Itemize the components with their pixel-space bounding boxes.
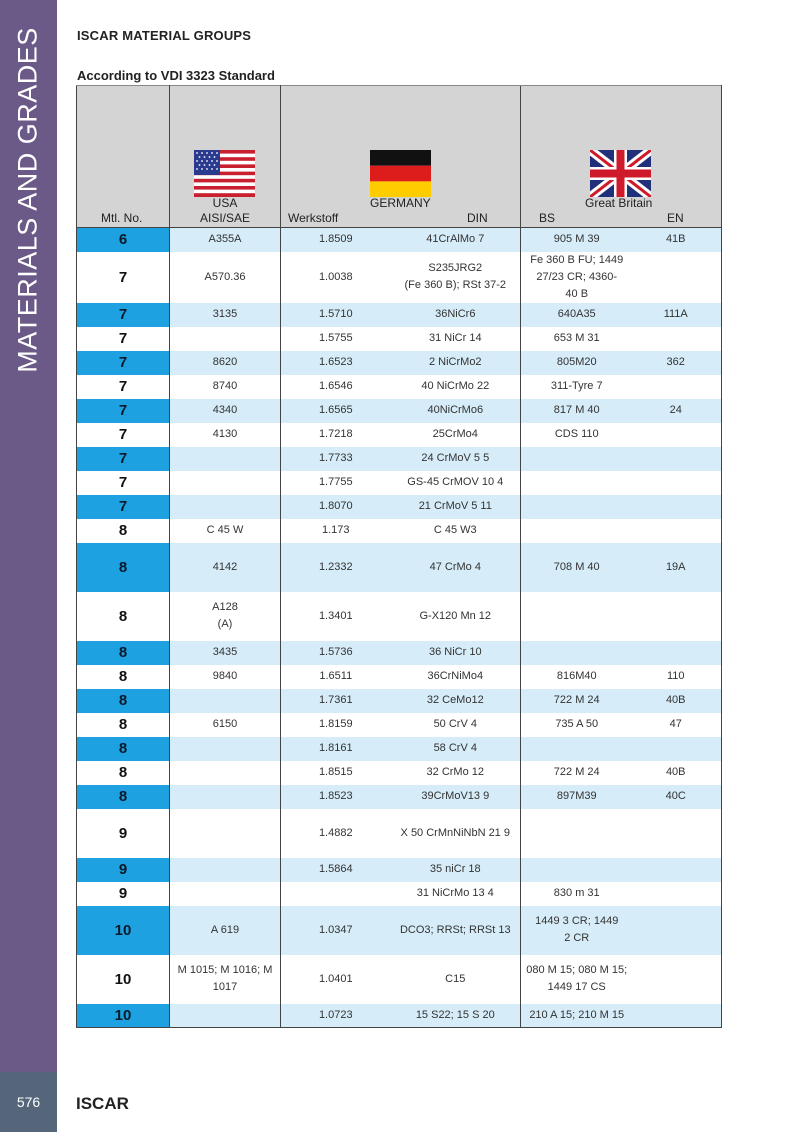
bs-value: 905 M 39 <box>553 233 600 246</box>
werkstoff-value: 1.7218 <box>318 428 353 440</box>
gb-cell <box>521 519 722 543</box>
din-value: 40NiCrMo6 <box>427 404 484 416</box>
mtl-no-cell: 7 <box>77 303 170 327</box>
gb-cell <box>521 447 722 471</box>
mtl-no-cell: 10 <box>77 1004 170 1028</box>
din-value: GS-45 CrMOV 10 4 <box>407 476 504 488</box>
section-label: MATERIALS AND GRADES <box>12 27 43 373</box>
usa-aisi-cell: 9840 <box>170 665 281 689</box>
usa-aisi-cell <box>170 785 281 809</box>
din-value: 36 NiCr 10 <box>428 646 482 658</box>
mtl-no-cell: 7 <box>77 399 170 423</box>
bs-value: Fe 360 B FU; 1449 27/23 CR; 4360- 40 B <box>530 253 624 300</box>
table-row <box>77 785 722 809</box>
gb-cell <box>521 761 722 785</box>
werkstoff-value: 1.8509 <box>318 233 353 246</box>
germany-cell <box>281 689 521 713</box>
din-value: DCO3; RRSt; RRSt 13 <box>399 923 511 936</box>
gb-cell <box>521 737 722 761</box>
mtl-no-cell: 8 <box>77 713 170 737</box>
germany-cell <box>281 713 521 737</box>
germany-cell <box>281 785 521 809</box>
usa-aisi-cell: 3435 <box>170 641 281 665</box>
usa-aisi-cell: 8740 <box>170 375 281 399</box>
usa-aisi-cell <box>170 1004 281 1028</box>
gb-cell <box>521 906 722 955</box>
en-value: 110 <box>666 670 685 682</box>
gb-cell <box>521 351 722 375</box>
werkstoff-value: 1.8070 <box>318 500 353 512</box>
header-usa-std: AISI/SAE <box>199 211 251 225</box>
gb-cell <box>521 592 722 641</box>
table-row <box>77 592 722 641</box>
din-value: 41CrAlMo 7 <box>426 233 485 246</box>
gb-cell <box>521 423 722 447</box>
germany-cell <box>281 228 521 252</box>
bs-value: 210 A 15; 210 M 15 <box>529 1008 625 1021</box>
mtl-no-cell: 8 <box>77 543 170 592</box>
header-germany <box>281 86 521 228</box>
bs-value: 080 M 15; 080 M 15; 1449 17 CS <box>526 964 628 993</box>
werkstoff-value: 1.3401 <box>318 609 353 622</box>
usa-aisi-cell <box>170 882 281 906</box>
uk-flag-icon <box>590 150 651 200</box>
mtl-no-cell: 8 <box>77 592 170 641</box>
footer-brand: ISCAR <box>76 1094 129 1113</box>
table-row <box>77 955 722 1004</box>
werkstoff-value: 1.5736 <box>318 646 353 658</box>
din-value: 25CrMo4 <box>432 428 478 440</box>
page-title: ISCAR MATERIAL GROUPS <box>77 28 252 43</box>
mtl-no-cell: 8 <box>77 665 170 689</box>
din-value: C 45 W3 <box>433 524 477 536</box>
werkstoff-value: 1.8515 <box>318 766 353 778</box>
table-row <box>77 327 722 351</box>
bs-value: 817 M 40 <box>553 404 600 416</box>
germany-cell <box>281 399 521 423</box>
en-value: 111A <box>663 308 688 320</box>
bs-value: 830 m 31 <box>553 887 600 899</box>
germany-flag-icon <box>370 150 431 200</box>
usa-aisi-cell: C 45 W <box>170 519 281 543</box>
mtl-no-cell: 7 <box>77 375 170 399</box>
usa-aisi-cell: 4130 <box>170 423 281 447</box>
header-gb <box>521 86 722 228</box>
mtl-no-cell: 7 <box>77 327 170 351</box>
table-row <box>77 737 722 761</box>
table-row <box>77 471 722 495</box>
din-value: 31 NiCrMo 13 4 <box>416 887 494 899</box>
gb-cell <box>521 1004 722 1028</box>
usa-aisi-cell <box>170 737 281 761</box>
werkstoff-value: 1.8161 <box>318 742 353 754</box>
usa-aisi-cell <box>170 858 281 882</box>
din-value: S235JRG2 (Fe 360 B); RSt 37-2 <box>404 262 507 291</box>
mtl-no-cell: 9 <box>77 882 170 906</box>
werkstoff-value: 1.6511 <box>319 670 353 682</box>
en-value: 47 <box>669 718 682 730</box>
usa-aisi-cell: A355A <box>170 228 281 252</box>
din-value: 15 S22; 15 S 20 <box>415 1008 495 1021</box>
mtl-no-cell: 7 <box>77 423 170 447</box>
werkstoff-value: 1.5864 <box>318 863 353 875</box>
werkstoff-value: 1.7361 <box>318 694 353 706</box>
germany-cell <box>281 955 521 1004</box>
mtl-no-cell: 8 <box>77 519 170 543</box>
germany-cell <box>281 327 521 351</box>
din-value: C15 <box>445 972 466 985</box>
germany-cell <box>281 737 521 761</box>
din-value: 36CrNiMo4 <box>427 670 484 682</box>
table-row <box>77 882 722 906</box>
table-row <box>77 641 722 665</box>
germany-cell <box>281 1004 521 1028</box>
mtl-no-cell: 8 <box>77 641 170 665</box>
germany-cell <box>281 471 521 495</box>
bs-value: CDS 110 <box>554 428 599 440</box>
table-body <box>77 228 722 1028</box>
bs-value: 311-Tyre 7 <box>550 380 603 392</box>
bs-value: 735 A 50 <box>555 718 599 730</box>
mtl-no-cell: 10 <box>77 955 170 1004</box>
din-value: 47 CrMo 4 <box>429 560 481 573</box>
mtl-no-cell: 8 <box>77 689 170 713</box>
table-row <box>77 1004 722 1028</box>
germany-cell <box>281 495 521 519</box>
mtl-no-cell: 8 <box>77 785 170 809</box>
header-usa <box>170 86 281 228</box>
material-groups-table <box>76 85 721 1028</box>
germany-cell <box>281 543 521 592</box>
page-number: 576 <box>0 1072 57 1132</box>
en-value: 19A <box>665 560 686 573</box>
table-row <box>77 351 722 375</box>
usa-aisi-cell: M 1015; M 1016; M 1017 <box>170 955 281 1004</box>
bs-value: 722 M 24 <box>553 766 600 778</box>
table-row <box>77 906 722 955</box>
din-value: 50 CrV 4 <box>433 718 477 730</box>
mtl-no-cell: 9 <box>77 809 170 858</box>
en-value: 40C <box>665 790 686 802</box>
table-row <box>77 689 722 713</box>
usa-aisi-cell: 3135 <box>170 303 281 327</box>
germany-cell <box>281 882 521 906</box>
table-row <box>77 543 722 592</box>
table-row <box>77 713 722 737</box>
germany-cell <box>281 423 521 447</box>
en-value: 41B <box>665 233 686 246</box>
usa-aisi-cell <box>170 327 281 351</box>
usa-aisi-cell: 4340 <box>170 399 281 423</box>
werkstoff-value: 1.6565 <box>318 404 353 416</box>
table-row <box>77 228 722 252</box>
usa-aisi-cell <box>170 471 281 495</box>
werkstoff-value: 1.6546 <box>318 380 353 392</box>
germany-cell <box>281 906 521 955</box>
gb-cell <box>521 809 722 858</box>
din-value: 21 CrMoV 5 11 <box>418 500 492 512</box>
gb-cell <box>521 882 722 906</box>
usa-aisi-cell: 8620 <box>170 351 281 375</box>
bs-value: 653 M 31 <box>553 332 600 344</box>
mtl-no-cell: 9 <box>77 858 170 882</box>
gb-cell <box>521 955 722 1004</box>
werkstoff-value: 1.5710 <box>318 308 353 320</box>
table-row <box>77 495 722 519</box>
usa-aisi-cell: A 619 <box>170 906 281 955</box>
din-value: 31 NiCr 14 <box>428 332 482 344</box>
table-row <box>77 252 722 303</box>
bs-value: 722 M 24 <box>553 694 600 706</box>
din-value: 24 CrMoV 5 5 <box>421 452 490 464</box>
werkstoff-value: 1.5755 <box>318 332 353 344</box>
usa-flag-icon <box>194 150 255 200</box>
gb-cell <box>521 641 722 665</box>
werkstoff-value: 1.0401 <box>318 972 353 985</box>
table-row <box>77 399 722 423</box>
werkstoff-value: 1.8523 <box>318 790 353 802</box>
table-row <box>77 858 722 882</box>
din-value: 32 CeMo12 <box>426 694 484 706</box>
gb-cell <box>521 303 722 327</box>
germany-cell <box>281 519 521 543</box>
gb-cell <box>521 689 722 713</box>
gb-cell <box>521 543 722 592</box>
werkstoff-value: 1.8159 <box>318 718 353 730</box>
usa-aisi-cell: A570.36 <box>170 252 281 303</box>
header-mtl <box>77 86 170 228</box>
gb-cell <box>521 785 722 809</box>
table-row <box>77 519 722 543</box>
werkstoff-value: 1.6523 <box>318 356 353 368</box>
mtl-no-cell: 6 <box>77 228 170 252</box>
usa-aisi-cell: 6150 <box>170 713 281 737</box>
usa-aisi-cell <box>170 809 281 858</box>
gb-cell <box>521 375 722 399</box>
en-value: 40B <box>665 694 686 706</box>
header-germany-label: GERMANY <box>370 196 431 210</box>
header-din: DIN <box>467 211 488 225</box>
gb-cell <box>521 495 722 519</box>
germany-cell <box>281 858 521 882</box>
germany-cell <box>281 641 521 665</box>
usa-aisi-cell: A128 (A) <box>170 592 281 641</box>
table-row <box>77 303 722 327</box>
din-value: 35 niCr 18 <box>429 863 481 875</box>
gb-cell <box>521 327 722 351</box>
din-value: 32 CrMo 12 <box>426 766 485 778</box>
usa-aisi-cell <box>170 447 281 471</box>
en-value: 40B <box>665 766 686 778</box>
din-value: 2 NiCrMo2 <box>428 356 482 368</box>
gb-cell <box>521 471 722 495</box>
table-row <box>77 809 722 858</box>
werkstoff-value: 1.4882 <box>318 826 353 839</box>
germany-cell <box>281 809 521 858</box>
germany-cell <box>281 351 521 375</box>
germany-cell <box>281 303 521 327</box>
table-row <box>77 665 722 689</box>
gb-cell <box>521 858 722 882</box>
mtl-no-cell: 7 <box>77 495 170 519</box>
header-mtl-label: Mtl. No. <box>101 211 143 225</box>
werkstoff-value: 1.0723 <box>318 1008 353 1021</box>
din-value: 58 CrV 4 <box>433 742 477 754</box>
din-value: X 50 CrMnNiNbN 21 9 <box>400 826 510 839</box>
table-row <box>77 423 722 447</box>
werkstoff-value: 1.7755 <box>318 476 353 488</box>
germany-cell <box>281 761 521 785</box>
header-gb-label: Great Britain <box>585 196 653 210</box>
din-value: G-X120 Mn 12 <box>419 609 492 622</box>
werkstoff-value: 1.7733 <box>318 452 353 464</box>
germany-cell <box>281 252 521 303</box>
werkstoff-value: 1.0038 <box>318 270 353 283</box>
usa-aisi-cell: 4142 <box>170 543 281 592</box>
mtl-no-cell: 8 <box>77 737 170 761</box>
header-werkstoff: Werkstoff <box>288 211 339 225</box>
header-en: EN <box>667 211 684 225</box>
header-usa-country: USA <box>212 196 238 210</box>
bs-value: 816M40 <box>556 670 597 682</box>
werkstoff-value: 1.0347 <box>318 923 353 936</box>
mtl-no-cell: 7 <box>77 471 170 495</box>
bs-value: 805M20 <box>556 356 597 368</box>
usa-aisi-cell <box>170 495 281 519</box>
germany-cell <box>281 375 521 399</box>
germany-cell <box>281 592 521 641</box>
mtl-no-cell: 7 <box>77 252 170 303</box>
side-band <box>0 0 57 1072</box>
table-row <box>77 375 722 399</box>
gb-cell <box>521 713 722 737</box>
din-value: 39CrMoV13 9 <box>421 790 490 802</box>
mtl-no-cell: 10 <box>77 906 170 955</box>
table-row <box>77 761 722 785</box>
gb-cell <box>521 252 722 303</box>
en-value: 24 <box>669 404 682 416</box>
gb-cell <box>521 399 722 423</box>
din-value: 36NiCr6 <box>435 308 476 320</box>
page-subtitle: According to VDI 3323 Standard <box>77 68 275 83</box>
germany-cell <box>281 447 521 471</box>
usa-aisi-cell <box>170 761 281 785</box>
gb-cell <box>521 228 722 252</box>
din-value: 40 NiCrMo 22 <box>421 380 490 392</box>
germany-cell <box>281 665 521 689</box>
table-row <box>77 447 722 471</box>
bs-value: 1449 3 CR; 1449 2 CR <box>535 915 619 944</box>
werkstoff-value: 1.2332 <box>318 560 353 573</box>
werkstoff-value: 1.173 <box>322 524 350 536</box>
usa-aisi-cell <box>170 689 281 713</box>
bs-value: 708 M 40 <box>553 560 600 573</box>
bs-value: 640A35 <box>557 308 596 320</box>
gb-cell <box>521 665 722 689</box>
mtl-no-cell: 7 <box>77 351 170 375</box>
mtl-no-cell: 8 <box>77 761 170 785</box>
mtl-no-cell: 7 <box>77 447 170 471</box>
header-bs: BS <box>539 211 556 225</box>
en-value: 362 <box>666 356 685 368</box>
bs-value: 897M39 <box>556 790 597 802</box>
